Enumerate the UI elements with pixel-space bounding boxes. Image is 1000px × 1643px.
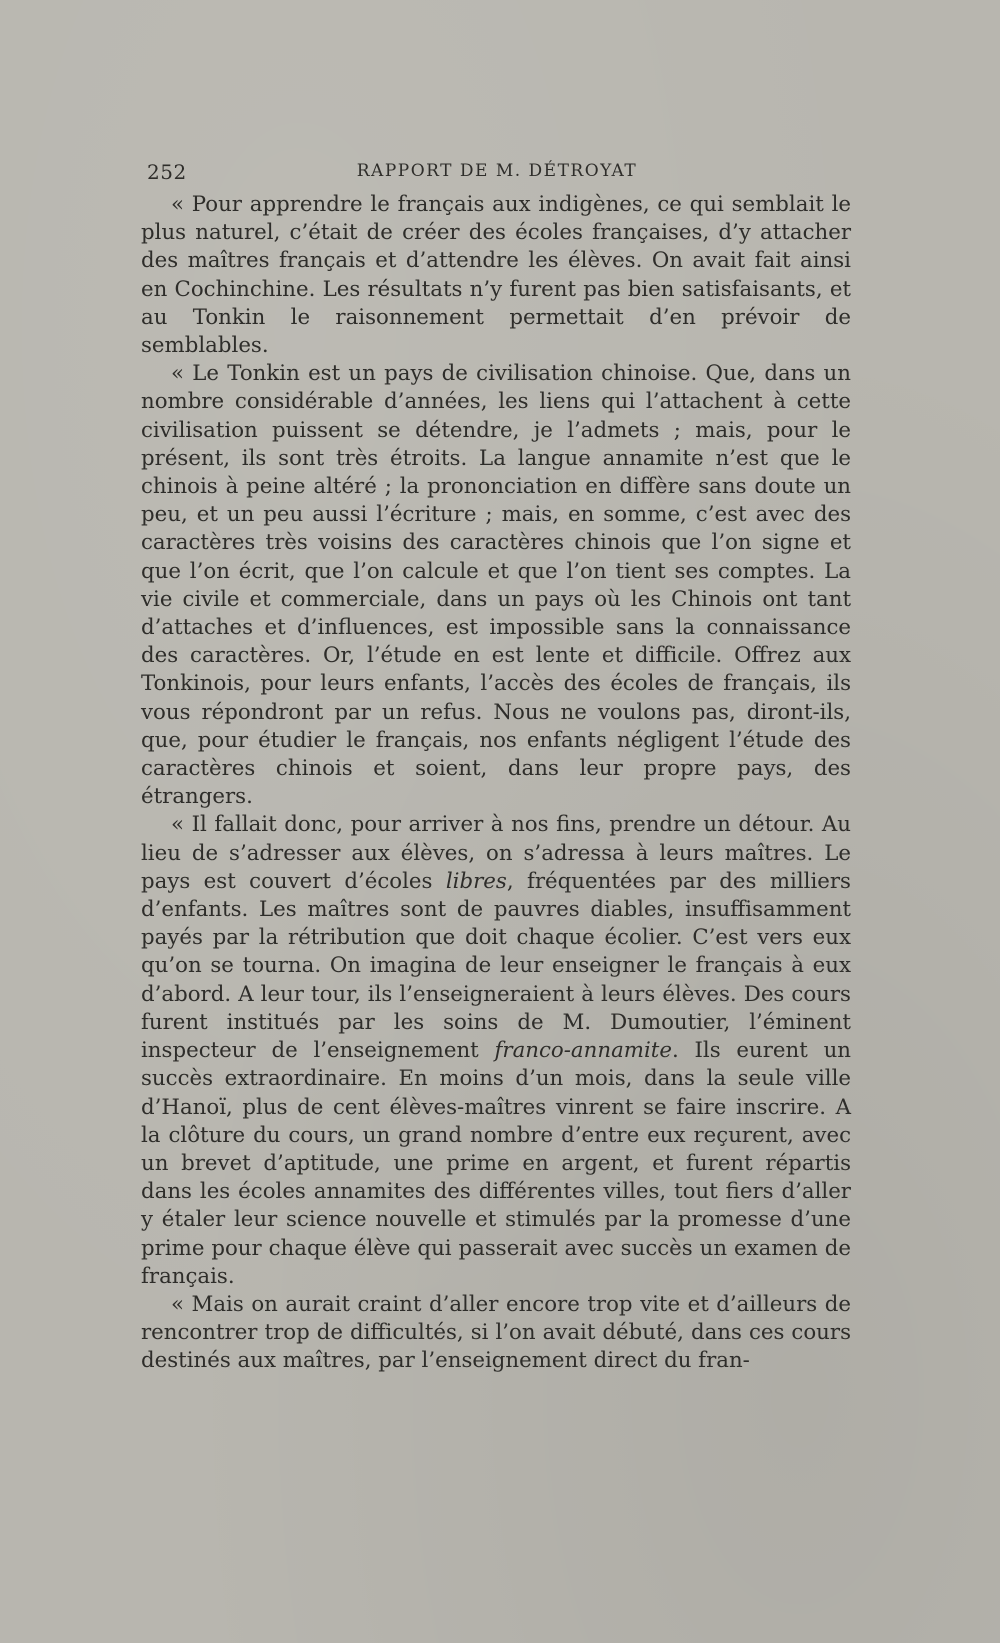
paragraph-3-part-1: « Il fallait donc, pour arriver à nos fins, prendre un détour. Au lieu de s’adresser aux élèves, on s’adressa à leurs maîtres. Le pays est couvert d’écoles bbox=[141, 812, 851, 894]
paragraph-4: « Mais on aurait craint d’aller encore trop vite et d’ailleurs de rencontrer trop de difficultés, si l’on avait débuté, dans ces cours destinés aux maîtres, par l’enseignement direct du fran- bbox=[141, 1291, 851, 1374]
running-title: RAPPORT DE M. DÉTROYAT bbox=[356, 161, 638, 181]
paragraph-3 bbox=[141, 811, 851, 1290]
page-number: 252 bbox=[147, 160, 187, 184]
paragraph-1: « Pour apprendre le français aux indigènes, ce qui semblait le plus naturel, c’était de créer des écoles françaises, d’y attacher des maîtres français et d’attendre les élèves. On avait fait ainsi en Cochinchine. Les résultats n’y furent pas bien satisfaisants, et au Tonkin le raisonnement permettait d’en prévoir de semblables. bbox=[141, 192, 851, 359]
paragraph-3-part-2: , fréquentées par des milliers d’enfants. Les maîtres sont de pauvres diables, insuffisamment payés par la rétribution que doit chaque écolier. C’est vers eux qu’on se tourna. On imagina de leur enseigner le français à eux d’abord. A leur tour, ils l’enseigneraient à leurs élèves. Des cours furent institués par les soins de M. Dumoutier, l’éminent inspecteur de l’enseignement bbox=[141, 868, 851, 1064]
paragraph-3-part-3: . Ils eurent un succès extraordinaire. En moins d’un mois, dans la seule ville d’Hanoï, plus de cent élèves-maîtres vinrent se faire inscrire. A la clôture du cours, un grand nombre d’entre eux reçurent, avec un brevet d’aptitude, une prime en argent, et furent répartis dans les écoles annamites des différentes villes, tout fiers d’aller y étaler leur science nouvelle et stimulés par la promesse d’une prime pour chaque élève qui passerait avec succès un examen de français. bbox=[141, 1038, 851, 1289]
page-header bbox=[147, 160, 847, 188]
body-text bbox=[141, 191, 851, 1376]
paragraph-2: « Le Tonkin est un pays de civilisation chinoise. Que, dans un nombre considérable d’années, les liens qui l’attachent à cette civilisation puissent se détendre, je l’admets ; mais, pour le présent, ils sont très étroits. La langue annamite n’est que le chinois à peine altéré ; la prononciation en diffère sans doute un peu, et un peu aussi l’écriture ; mais, en somme, c’est avec des caractères très voisins des caractères chinois que l’on signe et que l’on écrit, que l’on calcule et que l’on tient ses comptes. La vie civile et commerciale, dans un pays où les Chinois ont tant d’attaches et d’influences, est impossible sans la connaissance des caractères. Or, l’étude en est lente et difficile. Offrez aux Tonkinois, pour leurs enfants, l’accès des écoles de français, ils vous répondront par un refus. Nous ne voulons pas, diront-ils, que, pour étudier le français, nos enfants négligent l’étude des caractères chinois et soient, dans leur propre pays, des étrangers. bbox=[141, 361, 851, 810]
italic-franco-annamite: franco-annamite bbox=[494, 1038, 672, 1064]
italic-libres: libres bbox=[445, 868, 507, 894]
